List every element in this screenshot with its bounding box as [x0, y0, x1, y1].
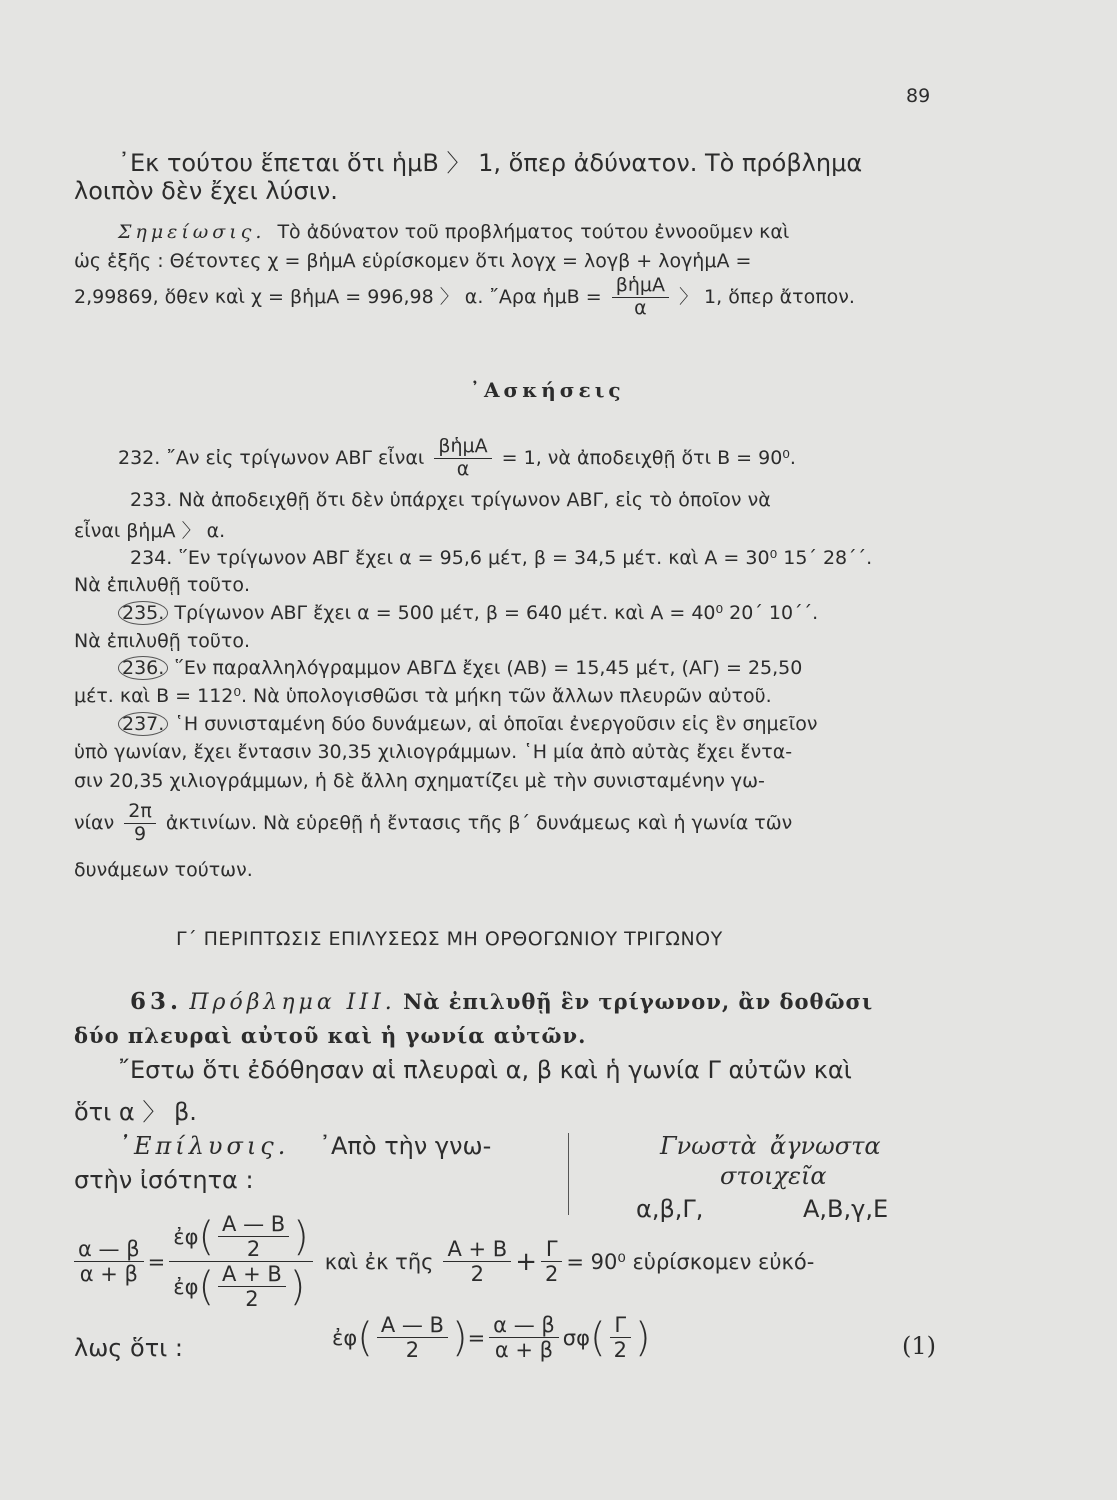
f1-top-frac [218, 1212, 289, 1261]
f1-bot-num: Α + Β [218, 1262, 286, 1287]
f1-g-den: 2 [544, 1262, 559, 1287]
ex237-frac-num: 2π [124, 801, 156, 824]
f1-s-num: Α + Β [443, 1237, 511, 1262]
f1-g-frac [541, 1237, 562, 1286]
ex237-number: 237. [118, 712, 168, 736]
f2-ef: ἐφ [332, 1325, 358, 1350]
ex236-line-2: μέτ. καὶ Β = 112⁰. Νὰ ὑπολογισθῶσι τὰ μήκη τῶν ἄλλων πλευρῶν αὐτοῦ. [74, 685, 772, 707]
f1-lhs [74, 1237, 144, 1286]
f1-text-end: = 90⁰ εὑρίσκομεν εὐκό- [566, 1249, 815, 1274]
problem-title-2: δύο πλευραὶ αὐτοῦ καὶ ἡ γωνία αὐτῶν. [74, 1023, 587, 1048]
ex237-line-4 [74, 801, 792, 846]
f2-a-frac [377, 1313, 448, 1362]
ex237-line-2: ὑπὸ γωνίαν, ἔχει ἔντασιν 30,35 χιλιογράμμων. ῾Η μία ἀπὸ αὐτὰς ἔχει ἔντα- [74, 741, 793, 763]
solution-line-1 [118, 1132, 491, 1160]
ex235-line-2: Νὰ ἐπιλυθῇ τοῦτο. [74, 630, 251, 652]
known-values: α,β,Γ, [636, 1195, 704, 1223]
ex237-line-1 [118, 713, 818, 735]
f2-b-den: α + β [494, 1338, 554, 1363]
ex237-text: ῾Η συνισταμένη δύο δυνάμεων, αἱ ὁποῖαι ἐνεργοῦσιν εἰς ἓν σημεῖον [174, 713, 818, 735]
problem-text-1: ῎Εστω ὅτι ἐδόθησαν αἱ πλευραὶ α, β καὶ ἡ γωνία Γ αὐτῶν καὶ [118, 1056, 852, 1084]
ex232-frac-den: α [456, 457, 470, 480]
known-header: Γνωστὰ [660, 1132, 757, 1160]
ex234-line-1: 234. ῞Εν τρίγωνον ΑΒΓ ἔχει α = 95,6 μέτ, β = 34,5 μέτ. καὶ Α = 30⁰ 15΄ 28΄΄. [130, 547, 873, 569]
exercises-title: ᾿Ασκήσεις [470, 378, 625, 402]
note-frac-num: βἡμΑ [612, 275, 669, 298]
f1-equals: = [147, 1249, 166, 1274]
f2-a-num: Α — Β [377, 1313, 448, 1338]
f1-text-mid: καὶ ἐκ τῆς [324, 1249, 434, 1274]
note-line-2: ὡς ἑξῆς : Θέτοντες χ = βἡμΑ εὑρίσκομεν ὅτι λογχ = λογβ + λογἡμΑ = [74, 250, 752, 272]
ex237-text-4a: νίαν [74, 811, 115, 834]
f1-rhs-bottom: ἐφ ( $\frac{A + B}{2}$ ) [173, 1262, 306, 1312]
note-frac-den: α [634, 296, 647, 319]
problem-heading-line-1 [130, 988, 873, 1015]
unknown-values: Α,Β,γ,Ε [803, 1195, 889, 1223]
f2-sf: σφ [562, 1325, 590, 1350]
solution-text-2: στὴν ἰσότητα : [74, 1166, 254, 1194]
f2-c-num: Γ [610, 1313, 631, 1338]
note-text-1: Τὸ ἀδύνατον τοῦ προβλήματος τούτου ἐννοοῦμεν καὶ [277, 221, 790, 243]
note-label: Σημείωσις. [118, 221, 266, 243]
ex235-number: 235. [118, 601, 168, 625]
exercise-232 [118, 436, 796, 481]
f1-s-den: 2 [470, 1262, 485, 1287]
note-text-3b: 〉 1, ὅπερ ἄτοπον. [679, 285, 855, 308]
f1-rhs-top: ἐφ ( $\frac{A — B}{2}$ ) [169, 1212, 313, 1262]
note-line-3 [74, 275, 855, 320]
ex233-line-2: εἶναι βἡμΑ 〉 α. [74, 520, 226, 542]
unknown-header: ἄγνωστα [770, 1132, 881, 1160]
f2-equals: = [467, 1325, 486, 1350]
page-number: 89 [906, 85, 931, 107]
ex236-number: 236. [118, 656, 168, 680]
f2-c-frac [610, 1313, 631, 1362]
section-title: Γ΄ ΠΕΡΙΠΤΩΣΙΣ ΕΠΙΛΥΣΕΩΣ ΜΗ ΟΡΘΟΓΩΝΙΟΥ ΤΡΙΓΩΝΟΥ [176, 928, 723, 950]
f2-text: λως ὅτι : [74, 1334, 183, 1362]
ex233-line-1: 233. Νὰ ἀποδειχθῇ ὅτι δὲν ὑπάρχει τρίγωνον ΑΒΓ, εἰς τὸ ὁποῖον νὰ [130, 489, 771, 511]
formula-2: ἐφ ( $\frac{A — B}{2}$ ) = $\frac{\alpha — \beta}{\alpha + \beta}$ σφ ( $\frac{\Gamma}{2}$ ) [332, 1313, 651, 1363]
equation-number: (1) [902, 1332, 936, 1360]
elements-header: στοιχεῖα [720, 1162, 827, 1190]
f1-top-den: 2 [246, 1237, 261, 1262]
ex234-line-2: Νὰ ἐπιλυθῇ τοῦτο. [74, 574, 251, 596]
f2-c-den: 2 [613, 1338, 627, 1363]
ex237-text-4b: ἀκτινίων. Νὰ εὑρεθῇ ἡ ἔντασις τῆς β΄ δυνάμεως καὶ ἡ γωνία τῶν [165, 811, 793, 834]
ex237-line-5: δυνάμεων τούτων. [74, 859, 253, 881]
f1-lhs-num: α — β [74, 1237, 144, 1262]
problem-text-2: ὅτι α 〉 β. [74, 1098, 197, 1126]
ex237-line-3: σιν 20,35 χιλιογράμμων, ἡ δὲ ἄλλη σχηματίζει μὲ τὴν συνισταμένην γω- [74, 770, 765, 792]
f1-plus: + [515, 1246, 537, 1277]
problem-title-1: Νὰ ἐπιλυθῇ ἓν τρίγωνον, ἂν δοθῶσι [403, 989, 874, 1014]
problem-number: 63. [130, 988, 183, 1015]
ex237-fraction [124, 801, 156, 846]
solution-text-1: ᾿Απὸ τὴν γνω- [319, 1132, 492, 1160]
problem-label: Πρόβλημα ΙΙΙ. [189, 990, 396, 1015]
f1-lhs-den: α + β [79, 1262, 138, 1287]
f2-b-frac [489, 1313, 559, 1362]
f1-bot-den: 2 [245, 1287, 259, 1312]
f2-a-den: 2 [405, 1338, 420, 1363]
solution-label: ᾿Επίλυσις. [118, 1132, 290, 1160]
ex232-fraction [434, 436, 491, 481]
f1-ef-bottom: ἐφ [173, 1274, 199, 1299]
note-fraction [612, 275, 669, 320]
f1-top-num: Α — Β [218, 1212, 289, 1237]
ex235-text: Τρίγωνον ΑΒΓ ἔχει α = 500 μέτ, β = 640 μέτ. καὶ Α = 40⁰ 20΄ 10΄΄. [174, 602, 819, 624]
ex232-text-a: 232. ῎Αν εἰς τρίγωνον ΑΒΓ εἶναι [118, 446, 425, 469]
ex235-line-1 [118, 602, 818, 624]
ex236-text: ῞Εν παραλληλόγραμμον ΑΒΓΔ ἔχει (ΑΒ) = 15,45 μέτ, (ΑΓ) = 25,50 [174, 657, 803, 679]
f1-bot-frac [218, 1262, 286, 1311]
f1-sum-frac [443, 1237, 511, 1286]
f2-b-num: α — β [489, 1313, 559, 1338]
formula-1 [74, 1212, 814, 1312]
ex237-frac-den: 9 [133, 822, 147, 845]
f1-g-num: Γ [541, 1237, 562, 1262]
ex236-line-1 [118, 657, 802, 679]
note-text-3a: 2,99869, ὅθεν καὶ χ = βἡμΑ = 996,98 〉 α. ῎Αρα ἡμΒ = [74, 285, 602, 308]
ex232-text-b: = 1, νὰ ἀποδειχθῇ ὅτι Β = 90⁰. [501, 446, 796, 469]
intro-line-2: λοιπὸν δὲν ἔχει λύσιν. [74, 177, 338, 205]
table-divider [568, 1133, 569, 1215]
intro-line-1: ᾿Εκ τούτου ἕπεται ὅτι ἡμΒ 〉 1, ὅπερ ἀδύνατον. Τὸ πρόβλημα [118, 149, 863, 177]
note-line-1 [118, 221, 789, 243]
ex232-frac-num: βἡμΑ [434, 436, 491, 459]
f1-rhs [169, 1212, 313, 1312]
f1-ef-top: ἐφ [173, 1224, 199, 1249]
